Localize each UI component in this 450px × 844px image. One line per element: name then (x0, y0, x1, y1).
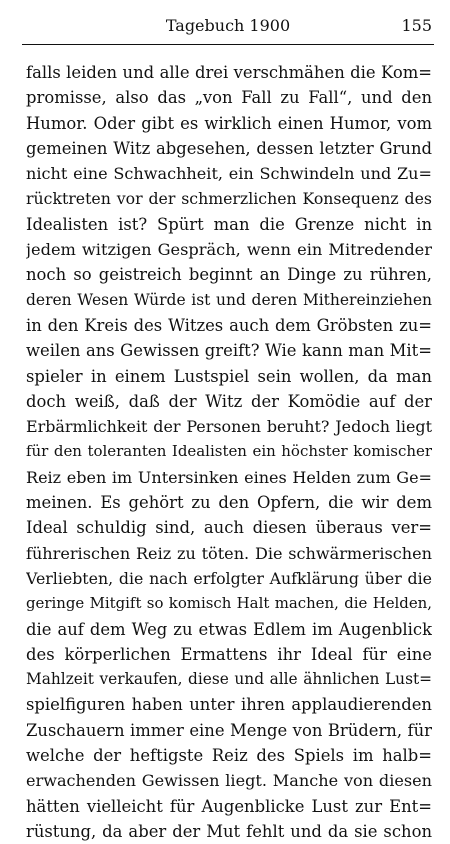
text-line: deren Wesen Würde ist und deren Mithereinziehen (26, 290, 432, 309)
text-line: rüstung, da aber der Mut fehlt und da sie schon (26, 821, 432, 841)
text-line: geringe Mitgift so komisch Halt machen, die Helden, (26, 594, 432, 613)
text-line: spielfiguren haben unter ihren applaudierenden (26, 695, 432, 715)
text-line: meinen. Es gehört zu den Opfern, die wir dem (26, 493, 432, 513)
text-line: rücktreten vor der schmerzlichen Konsequenz des (26, 189, 432, 209)
text-line: promisse, also das „von Fall zu Fall“, und den (26, 88, 432, 108)
text-line: Mahlzeit verkaufen, diese und alle ähnlichen Lust= (26, 670, 432, 689)
text-line: nicht eine Schwachheit, ein Schwindeln und Zu= (26, 164, 432, 184)
page-header (22, 12, 434, 40)
text-line: noch so geistreich beginnt an Dinge zu rühren, (26, 265, 432, 285)
page-number: 155 (401, 16, 432, 35)
text-line: weilen ans Gewissen greift? Wie kann man Mit= (26, 341, 432, 361)
text-line: Humor. Oder gibt es wirklich einen Humor, vom (26, 113, 432, 133)
text-line: welche der heftigste Reiz des Spiels im halb= (26, 746, 432, 766)
text-line: in den Kreis des Witzes auch dem Gröbsten zu= (26, 315, 432, 335)
text-line: Ideal schuldig sind, auch diesen überaus ver= (26, 518, 432, 538)
text-line: falls leiden und alle drei verschmähen die Kom= (26, 63, 432, 82)
text-line: für den toleranten Idealisten ein höchster komischer (26, 442, 432, 461)
running-title: Tagebuch 1900 (165, 16, 291, 35)
body-text (26, 60, 432, 844)
text-line: jedem witzigen Gespräch, wenn ein Mitredender (26, 240, 432, 260)
header-rule (22, 44, 434, 45)
text-line: erwachenden Gewissen liegt. Manche von diesen (26, 771, 432, 791)
text-line: doch weiß, daß der Witz der Komödie auf der (26, 391, 432, 411)
text-line: gemeinen Witz abgesehen, dessen letzter Grund (26, 138, 432, 158)
text-line: Reiz eben im Untersinken eines Helden zum Ge= (26, 467, 432, 487)
text-line: Idealisten ist? Spürt man die Grenze nicht in (26, 214, 432, 234)
text-line: Zuschauern immer eine Menge von Brüdern, für (26, 720, 432, 740)
text-line: Verliebten, die nach erfolgter Aufklärung über die (26, 568, 432, 588)
text-line: die auf dem Weg zu etwas Edlem im Augenblick (26, 619, 432, 639)
text-line: spieler in einem Lustspiel sein wollen, da man (26, 366, 432, 386)
text-line: hätten vielleicht für Augenblicke Lust zur Ent= (26, 796, 432, 816)
text-line: Erbärmlichkeit der Personen beruht? Jedoch liegt (26, 417, 432, 437)
text-line: führerischen Reiz zu töten. Die schwärmerischen (26, 543, 432, 563)
text-line: des körperlichen Ermattens ihr Ideal für eine (26, 644, 432, 664)
